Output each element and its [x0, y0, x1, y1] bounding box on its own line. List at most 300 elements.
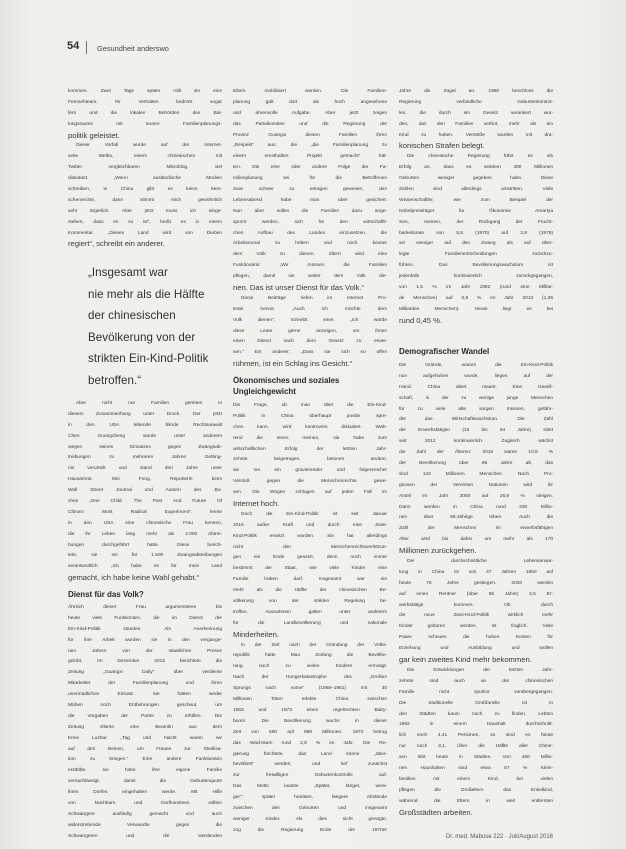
line-text: barkeitsrate von 5,8 (1970) auf 2,8 (1979) [399, 230, 553, 236]
line-text: für zu viele alte sorgen müssen, gefähr- [399, 406, 553, 412]
text-line [399, 601, 553, 612]
line-text: bevölkert“ werden, und rief zunächst [233, 762, 387, 768]
line-text: Twitter vergleichbaren Mikroblog, viel [68, 165, 222, 171]
text-line [399, 141, 553, 152]
text-line [399, 437, 553, 448]
text-line [233, 152, 387, 163]
text-line [68, 636, 222, 647]
line-text: diesem Zusammenhang unter Druck. Der jetzt [68, 411, 222, 417]
line-text: zur freiwilligen Geburtenkontrolle auf. [233, 773, 387, 779]
text-line [88, 305, 224, 327]
line-text: Schwangere ausfindig gemacht und auch [68, 811, 222, 817]
line-text: wegen seines Einsatzes gegen Zwangsab- [68, 444, 222, 450]
text-line [68, 573, 222, 584]
line-text: auf einen Rentner (über 65 Jahre) 2,5 Er- [399, 591, 553, 597]
text-line [399, 731, 553, 742]
line-text: die Vorgaben der Partei zu erfüllen. Die [68, 713, 222, 719]
paragraph [68, 603, 222, 843]
line-text: Wissenschaftler, wie zum Beispiel der [399, 197, 553, 203]
line-text: zehnte sind auch an der chinesischen [399, 678, 553, 684]
text-line [399, 405, 553, 416]
text-line [68, 723, 222, 734]
line-text: gemacht, ich habe keine Wahl gehabt.“ [68, 573, 200, 583]
line-text: ches „One Child: The Past And Future Of [68, 499, 222, 505]
line-text: Lebensabend habe man aber gesichert. [233, 197, 387, 203]
column-1-text-bottom [68, 603, 222, 843]
column-1-text-middle [68, 399, 222, 584]
text-line [399, 808, 553, 819]
line-text: Ein-Kind-Politik standen. Als Anerkennung [68, 626, 222, 632]
text-line [399, 316, 553, 327]
text-line [233, 445, 387, 456]
text-line [399, 764, 553, 775]
line-text: schreiben, in China gibt es keine Men- [68, 187, 222, 193]
line-text: nicht den Menschenrechtsverletzun- [233, 544, 387, 550]
text-line [399, 196, 553, 207]
text-line [68, 551, 222, 562]
line-text: Chen Guangcheng wurde unter anderem [68, 433, 222, 439]
text-line [68, 590, 222, 601]
line-text: „Respekt“ aus, die „die Familienplanung zu [233, 143, 387, 149]
text-line [233, 250, 387, 261]
text-line [88, 327, 224, 349]
line-text: stehen, dass es so ist“, heißt es in einem [68, 219, 222, 225]
line-text: heute viele Funktionäre, die im Dienst der [68, 615, 222, 621]
text-line [68, 668, 222, 679]
paragraph [233, 510, 387, 641]
text-line [68, 810, 222, 821]
line-text: sen. Die Wogen schlugen auf jeden Fall im [233, 490, 387, 496]
line-text: zog die Regierung Ende der 1970er [233, 827, 387, 833]
line-text: Doch die Ein-Kind-Politik ist seit Januar [241, 511, 387, 517]
header-divider [86, 41, 87, 54]
line-text: „Insgesamt war [88, 266, 168, 279]
line-text: Bevölkerung von der [88, 330, 196, 344]
line-text: Zeit von 680 auf 890 Millionen. 1970 betrug [233, 729, 387, 735]
text-line [399, 174, 553, 185]
text-line [233, 196, 387, 207]
line-text: Zahl der Menschen im erwerbsfähigen [399, 526, 553, 532]
text-line [399, 459, 553, 470]
text-line [233, 434, 387, 445]
text-line [399, 710, 553, 721]
line-text: Dieser Vorfall wurde auf der Internet- [76, 143, 222, 149]
text-line [233, 229, 387, 240]
line-text: Das Motto lautete „Später, länger, weni- [233, 784, 387, 790]
text-line [233, 728, 387, 739]
text-line [88, 348, 224, 370]
line-text: regiert“, schreibt ein anderer. [68, 239, 165, 249]
text-line [88, 370, 224, 392]
text-line [68, 745, 222, 756]
text-line [399, 666, 553, 677]
text-line [233, 760, 387, 771]
line-text: verantwortlich. „Ich habe es für mein Land [68, 564, 222, 570]
line-text: in den USA eine chinesische Frau kennen, [68, 520, 222, 526]
line-text: widerstrebende Verwandte gegen die [68, 822, 222, 828]
line-text: fern und die lokalen Behörden des Bal- [68, 110, 222, 116]
line-text: gen ein Ende gesetzt, denn noch immer [233, 555, 387, 561]
line-text: Die chinesische Regierung führt es als [407, 154, 553, 160]
text-line [68, 657, 222, 668]
text-line [68, 141, 222, 152]
line-text: Kommentar. „Dieses Land wird von Dieben [68, 230, 222, 236]
text-line [233, 337, 387, 348]
line-text: die neue Zwei-Kind-Politik wirklich mehr [399, 613, 553, 619]
line-text: Die Gründe, warum die Ein-Kind-Politik [399, 363, 553, 368]
text-line [399, 633, 553, 644]
line-text: Großstädten arbeiten. [399, 807, 473, 817]
line-text: Minderheiten. [233, 629, 279, 639]
text-line [399, 622, 553, 633]
line-text: wirtschaftlichen Erfolg der letzten Jahr- [233, 446, 387, 452]
paragraph [233, 641, 387, 837]
line-text: Zeitung zitierte eine Beamtin aus dem [68, 724, 222, 730]
text-line [233, 804, 387, 815]
text-line [399, 415, 553, 426]
subheading-dienst [68, 590, 222, 601]
line-text: 1982 in einem Haushalt durchschnitt- [399, 722, 553, 728]
line-text: schaft, in der zu wenige junge Menschen [399, 395, 553, 401]
text-line [68, 690, 222, 701]
text-line [233, 684, 387, 695]
line-text: legte Familienentscheidungen zurückzu- [399, 252, 553, 258]
line-text: der chinesischen [88, 309, 176, 323]
line-text: auf den Beinen, um Frauen zur Sterilisa- [68, 746, 222, 752]
line-text: bungen durchgeführt hatte. Diese berich- [68, 542, 222, 548]
paragraph [399, 152, 553, 326]
line-text: führen. Das Bevölkerungswachstum ist [399, 263, 553, 269]
line-text: diskutiert. „Wenn ausländische Medien [68, 176, 222, 182]
text-line [399, 503, 553, 514]
text-line [233, 673, 387, 684]
text-line [68, 163, 222, 174]
text-line [233, 553, 387, 564]
line-text: Diese Beiträge riefen im Internet Pro- [241, 295, 387, 301]
text-line [68, 152, 222, 163]
line-text: der Bevölkerung über 65 Jahre alt, das [399, 461, 553, 467]
line-text: weniger Kinder. Als dies nicht genügte, [233, 816, 387, 822]
text-line [399, 470, 553, 481]
text-line [68, 508, 222, 519]
text-line [233, 98, 387, 109]
line-text: jedenfalls kontinuierlich zurückgegangen, [399, 274, 553, 280]
paragraph [233, 376, 387, 398]
line-text: zwar schwer zu ertragen gewesen, den [233, 187, 387, 193]
line-text: Arbeitsmoral zu heben und noch besser [233, 241, 387, 247]
text-line [399, 611, 553, 622]
text-line [399, 109, 553, 120]
text-line [399, 305, 553, 316]
text-line [233, 739, 387, 750]
line-text: rund 0,45 %. [399, 315, 442, 325]
column-2-text-top [233, 87, 387, 370]
column-3-text-top [399, 87, 553, 327]
text-line [399, 261, 553, 272]
text-line [399, 87, 553, 98]
paragraph [399, 361, 553, 557]
line-text: von 1,5 % im Jahr 1982 (rund eine Milliar- [399, 285, 553, 291]
line-text: diese Leute gerne anzeigen, um ihnen [233, 328, 387, 334]
line-text: Mühen noch Entbehrungen gescheut, um [68, 703, 222, 709]
line-text: und ehrenvolle Aufgabe. Aber jetzt zeigen [233, 110, 387, 116]
text-line [399, 448, 553, 459]
line-text: 1963 und 1973 einen regelrechten Baby- [233, 707, 387, 713]
text-line [68, 453, 222, 464]
line-text: rühmen, ist ein Schlag ins Gesicht.“ [233, 359, 353, 369]
text-line [233, 543, 387, 554]
text-line [68, 799, 222, 810]
text-line [399, 152, 553, 163]
paragraph [68, 590, 222, 601]
text-line [233, 521, 387, 532]
text-line [233, 348, 387, 359]
line-text: gierung fürchtete, das Land könne „über- [233, 751, 387, 757]
line-text: nun aufgehoben wurde, liegen auf der [399, 373, 553, 379]
text-line [399, 185, 553, 196]
line-text: Die traditionelle Großfamilie ist in [399, 700, 553, 706]
text-line [68, 98, 222, 109]
line-text: Regierung verbindliche Geburtenkontrol- [399, 99, 553, 105]
line-text: erzählte, sie habe ihre eigene Familie [68, 768, 222, 774]
paragraph [68, 141, 222, 250]
text-line [68, 87, 222, 98]
line-text: schenrechte, dann stimmt mich gewöhnlich [68, 197, 222, 203]
text-line [68, 185, 222, 196]
line-text: treibungen zu mehreren Jahren Gefäng- [68, 455, 222, 461]
text-line [399, 557, 553, 568]
line-text: zwischen den Geburten und insgesamt [233, 805, 387, 811]
line-text: den Städten kaum noch zu finden. Lebten [399, 711, 553, 717]
line-text: Milliarden Menschen). Heute liegt es bei [399, 306, 553, 312]
text-line [68, 679, 222, 690]
text-line [399, 294, 553, 305]
line-text: nen Haushalten sind etwa 67 % Klein- [399, 765, 553, 771]
text-line [399, 546, 553, 557]
line-text: spornt werden, sich für den wirtschaftli- [233, 219, 387, 225]
line-text: heute 76 Jahre gestiegen. 2030 werden [399, 580, 553, 586]
line-text: Die durchschnittliche Lebenserwar- [407, 559, 553, 565]
line-text: seite Weibo, einem chinesischen mit [68, 154, 222, 160]
text-line [233, 488, 387, 499]
line-text: das Parteikomitee und die Regierung der [233, 121, 387, 127]
line-text: unermüdlichen Einsatz. Sie hätten weder [68, 692, 222, 698]
text-line [233, 387, 387, 398]
line-text: gelobt. Im Dezember 2015 berichtete die [68, 659, 222, 665]
paragraph [88, 262, 224, 392]
line-text: republik hatte Mao Zedong die Bevölke- [233, 653, 387, 659]
paragraph [233, 87, 387, 294]
line-text: tete, sie sei für 1.500 Zwangsabtreibungen [68, 553, 222, 559]
line-text: für die Landbevölkerung und nationale [233, 620, 387, 626]
text-line [68, 432, 222, 443]
paragraph [399, 557, 553, 666]
line-text: Kind zu haben. Verstöße wurden mit dra- [399, 132, 553, 138]
text-line [399, 250, 553, 261]
line-text: Familie haben darf. Insgesamt war nie [233, 577, 387, 583]
text-line [233, 630, 387, 641]
line-text: Aber nicht nur Familien gerieten in [76, 401, 222, 406]
line-text: das Wachstum rund 2,8 % im Jahr. Die Re- [233, 740, 387, 746]
paragraph [233, 401, 387, 510]
text-line [68, 399, 222, 410]
text-line [399, 797, 553, 808]
text-line [399, 644, 553, 655]
line-text: Paare scheuen die hohen Kosten für [399, 635, 553, 641]
line-text: Provinz Guangxi diesen Familien ihren [233, 132, 387, 138]
line-text: 2016 außer Kraft und durch eine Zwei- [233, 522, 387, 528]
text-line [233, 423, 387, 434]
text-line [399, 655, 553, 666]
subheading-demografie [399, 347, 553, 358]
line-text: kommen. Zwei Tage später rollt sie eine [68, 89, 222, 94]
line-text: planung galt dort als hoch angesehene [233, 99, 387, 105]
text-line [233, 412, 387, 423]
line-text: rend die einen meinen, sie habe zum [233, 435, 387, 441]
line-text: seit 2012 kontinuierlich. Zugleich wächst [399, 439, 553, 445]
line-text: det das Wirtschaftswachstum. Die Zahl [399, 417, 553, 423]
paragraph [68, 87, 222, 141]
text-line [68, 519, 222, 530]
section-title: Gesundheit anderswo [97, 44, 169, 53]
text-line [233, 706, 387, 717]
line-text: tung in China ist von 47 Jahren 1960 auf [399, 569, 553, 575]
text-line [233, 163, 387, 174]
text-line [399, 590, 553, 601]
text-line [233, 455, 387, 466]
line-text: bestimmt der Staat, wie viele Kinder eine [233, 566, 387, 572]
line-text: nen Jahren von der staatlichen Presse [68, 648, 222, 654]
text-line [399, 131, 553, 142]
line-text: zehnte beigetragen, betonen andere, [233, 457, 387, 463]
line-text: Nobelpreisträger für Ökonomie Amartya [399, 208, 553, 214]
line-text: sei weniger auf den Zwang als auf über- [399, 241, 553, 247]
text-line [233, 826, 387, 837]
line-text: Volk dienen“, schreibt einer. „Ich würde [233, 317, 387, 323]
line-text: Sen, meinen, der Rückgang der Frucht- [399, 219, 553, 225]
text-line [233, 120, 387, 131]
text-line [68, 734, 222, 745]
text-line [399, 492, 553, 503]
paragraph [399, 347, 553, 358]
line-text: dem Volk zu dienen. Zitiert wird eine [233, 252, 387, 258]
text-line [233, 359, 387, 370]
line-text: troffen. Ausnahmen galten unter anderem [233, 609, 387, 615]
text-line [399, 239, 553, 250]
text-line [399, 394, 553, 405]
text-line [233, 87, 387, 98]
text-line [399, 283, 553, 294]
text-line [68, 109, 222, 120]
line-text: die ihr Leben lang mehr als 2.000 Abtrei- [68, 531, 222, 537]
line-text: einem ernsthaften Projekt gemacht“ hät- [233, 154, 387, 160]
text-line [399, 120, 553, 131]
line-text: Alter wird bis dahin um mehr als 170 [399, 537, 553, 543]
line-text: strikten Ein-Kind-Politik [88, 352, 209, 366]
text-line [399, 579, 553, 590]
text-line [68, 196, 222, 207]
line-text: boom. Die Bevölkerung wuchs in dieser [233, 718, 387, 724]
text-line [233, 466, 387, 477]
line-text: den, das den Familien verbot, mehr als ein [399, 121, 553, 127]
text-line [399, 699, 553, 710]
text-line [233, 272, 387, 283]
text-line [233, 619, 387, 630]
column-1-text-top [68, 87, 222, 250]
line-text: rung noch zu vielen Kindern ermutigt. [233, 664, 387, 670]
text-line [233, 477, 387, 488]
paragraph [399, 87, 553, 152]
line-text: chen Aufbau des Landes einzusetzen, die [233, 230, 387, 236]
text-line [399, 753, 553, 764]
text-line [68, 530, 222, 541]
text-line [68, 229, 222, 240]
line-text: von Nachbarn und Dorfkomitees sollten [68, 801, 222, 807]
line-text: Ähnlich dieser Frau argumentieren bis [68, 605, 222, 610]
line-text: pflegen die Großeltern das Enkelkind, [399, 787, 553, 793]
text-line [233, 174, 387, 185]
text-line [233, 662, 387, 673]
text-line [233, 782, 387, 793]
text-line [233, 695, 387, 706]
text-line [399, 272, 553, 283]
text-line [233, 597, 387, 608]
line-text: sen lebt heute in Städten. Von 450 Millio- [399, 755, 553, 761]
text-line [68, 174, 222, 185]
text-line [68, 755, 222, 766]
text-line [68, 486, 222, 497]
text-line [233, 376, 387, 387]
line-text: Kind-Politik ersetzt worden. Sie hat allerdings [233, 533, 387, 539]
text-line [233, 532, 387, 543]
line-text: konischen Strafen belegt. [399, 141, 485, 151]
line-text: nur noch 3,1. Über die Hälfte aller Chine- [399, 744, 553, 750]
text-line [233, 185, 387, 196]
text-line [233, 109, 387, 120]
text-line [68, 239, 222, 250]
text-line [399, 720, 553, 731]
line-text: chen kann, wird kontrovers diskutiert. Wäh- [233, 424, 387, 430]
line-text: len, die durch ein Gesetz verankert wur- [399, 110, 553, 116]
text-line [68, 625, 222, 636]
line-text: völkerung von der strikten Regelung be- [233, 599, 387, 605]
text-line [233, 261, 387, 272]
line-text: nie mehr als die Hälfte [88, 287, 205, 301]
text-line [233, 641, 387, 652]
line-text: politik geleistet. [68, 130, 120, 140]
text-line [68, 788, 222, 799]
line-text: Kinder geboren werden, ist fraglich. Viele [399, 624, 553, 630]
line-text: lungsraums mit teuren Familienplanungs- [68, 121, 222, 127]
text-line [399, 524, 553, 535]
text-line [68, 821, 222, 832]
text-line [233, 750, 387, 761]
text-line [233, 771, 387, 782]
text-line [399, 383, 553, 394]
line-text: Jahre die Zügel an. 1980 beschloss die [399, 89, 553, 94]
pull-quote [88, 262, 224, 392]
text-line [68, 562, 222, 573]
text-line [233, 564, 387, 575]
paragraph [399, 666, 553, 818]
text-line [68, 701, 222, 712]
line-text: In der Zeit nach der Gründung der Volks- [241, 642, 387, 648]
line-text: gar kein zweites Kind mehr bekommen. [399, 655, 532, 665]
text-line [399, 372, 553, 383]
text-line [233, 717, 387, 728]
line-text: Verstoß gegen die Menschenrechte gewe- [233, 479, 387, 485]
line-text: sen.“ Ein anderer: „Dass sie sich so offen [233, 350, 387, 356]
